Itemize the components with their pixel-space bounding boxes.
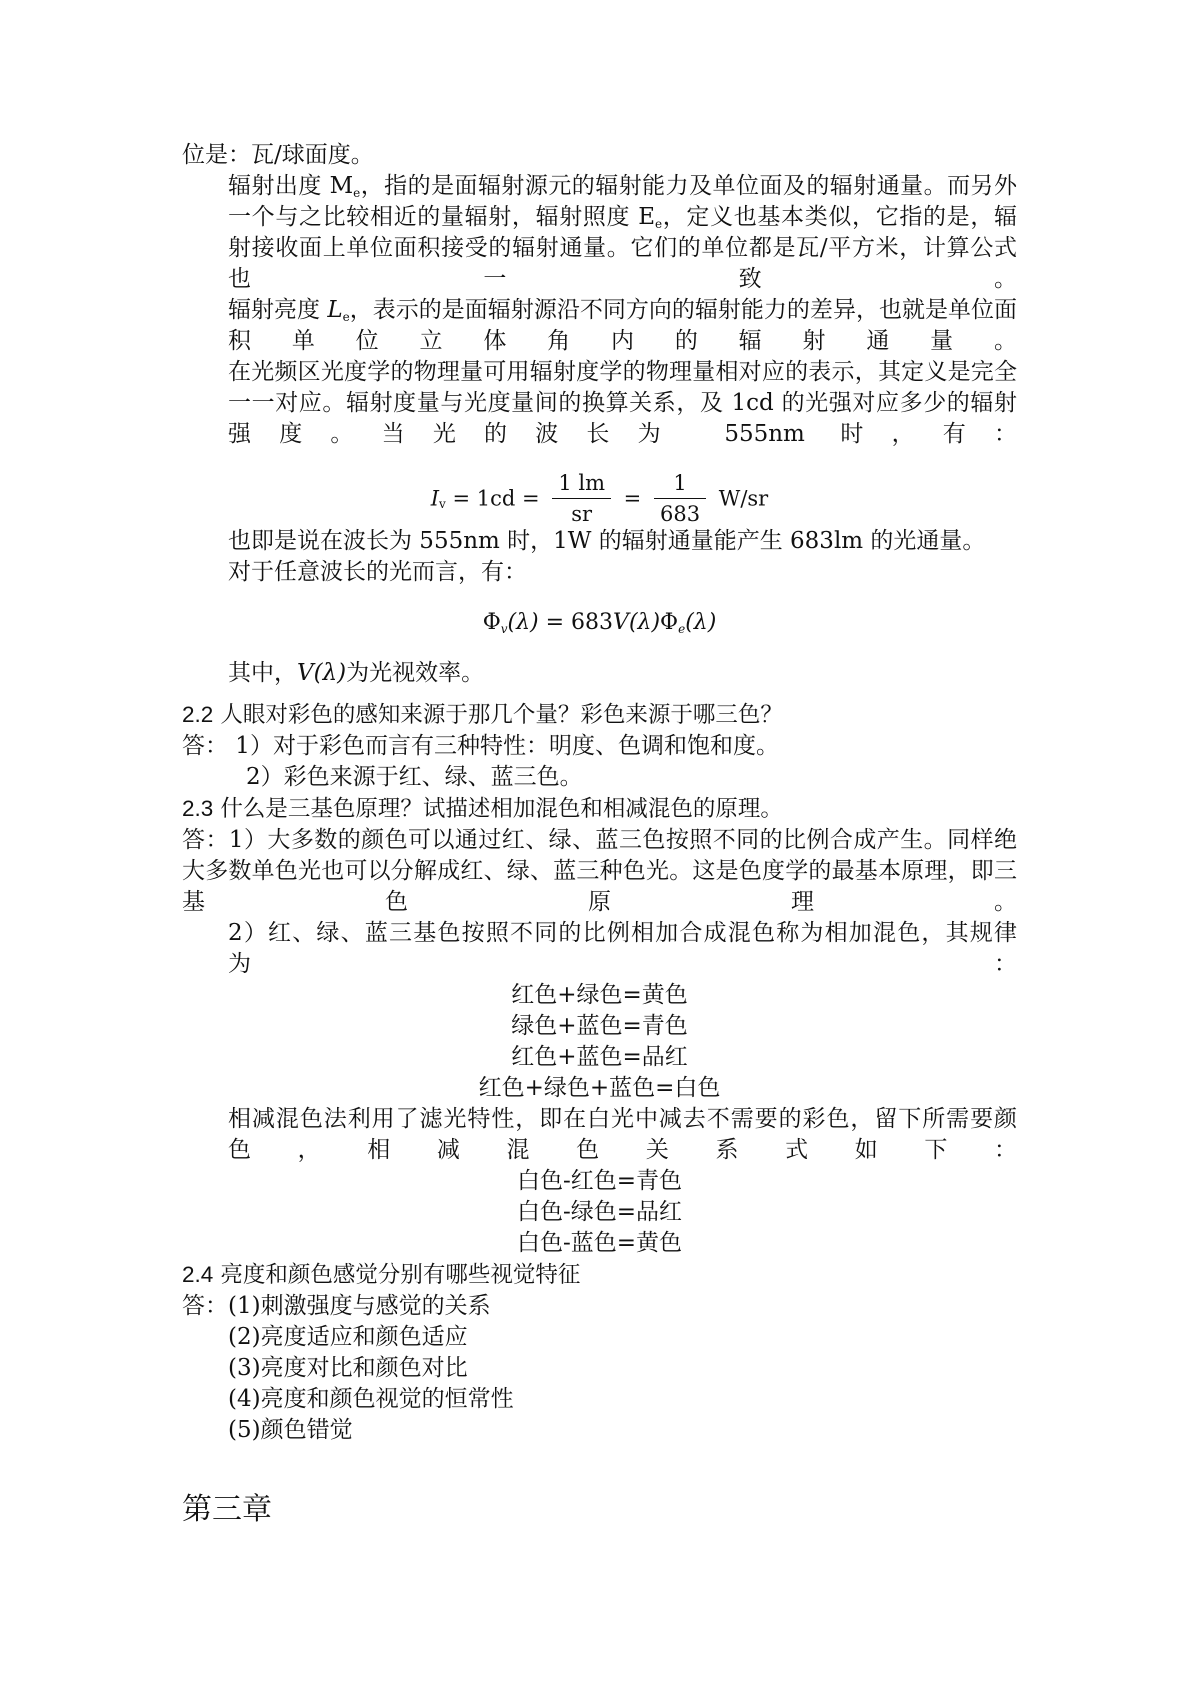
answer-2-4-item: (5)颜色错觉 [228,1417,353,1443]
answer-2-3-part-2: 2）红、绿、蓝三基色按照不同的比例相加合成混色称为相加混色，其规律为： [228,920,1017,977]
subtractive-rule: 白色-红色=青色 [516,1168,683,1194]
fraction-one-over-683: $\frac{1}{683}$ [654,468,706,529]
question-2-3: 2.3 什么是三基色原理？试描述相加混色和相减混色的原理。 [182,796,783,822]
answer-2-4-item: 答：(1)刺激强度与感觉的关系 [182,1293,491,1319]
answer-2-3-part-1: 答：1）大多数的颜色可以通过红、绿、蓝三色按照不同的比例合成产生。同样绝大多数单色光也可以分解成红、绿、蓝三种色光。这是色度学的最基本原理，即三基色原理。 [182,827,1017,915]
paragraph-photometry: 在光频区光度学的物理量可用辐射度学的物理量相对应的表示，其定义是完全一一对应。辐射度量与光度量间的换算关系，及 1cd 的光强对应多少的辐射强度。当光的波长为 555nm 时，有： [228,359,1017,447]
document-page [182,140,1017,1528]
subtractive-rule: 白色-绿色=品红 [516,1199,683,1225]
answer-2-4-item: (3)亮度对比和颜色对比 [228,1355,468,1381]
equation-luminous-intensity: $I_v = 1cd$ = $\frac{1 lm}{sr}$ = $\frac{1}{683}$ W/sr [182,450,1017,526]
paragraph-radiant-exitance: 辐射出度 $M_e$，指的是面辐射源元的辐射能力及单位面及的辐射通量。而另外一个与之比较相近的量辐射，辐射照度 $E_e$，定义也基本类似，它指的是，辐射接收面上单位面积接受的辐射通量。它们的单位都是瓦/平方米，计算公式也一致。 [228,173,1017,292]
answer-2-4-item: (4)亮度和颜色视觉的恒常性 [228,1386,514,1412]
question-2-2: 2.2 人眼对彩色的感知来源于那几个量？彩色来源于哪三色？ [182,702,783,728]
answer-2-4-item: (2)亮度适应和颜色适应 [228,1324,468,1350]
question-2-4: 2.4 亮度和颜色感觉分别有哪些视觉特征 [182,1262,581,1288]
additive-rule: 红色+绿色+蓝色=白色 [478,1075,721,1101]
additive-rule: 绿色+蓝色=青色 [511,1013,688,1039]
additive-rule: 红色+绿色=黄色 [511,982,688,1008]
chapter-heading: 第三章 [182,1492,272,1527]
fraction-lm-per-sr: $\frac{1 lm}{sr}$ [552,468,611,529]
answer-2-3-part-3: 相减混色法利用了滤光特性，即在白光中减去不需要的彩色，留下所需要颜色，相减混色关系式如下： [228,1106,1017,1163]
subtractive-rule: 白色-蓝色=黄色 [516,1230,683,1256]
answer-2-2-line-2: 2）彩色来源于红、绿、蓝三色。 [246,764,583,790]
paragraph-radiance: 辐射亮度 $L_e$，表示的是面辐射源沿不同方向的辐射能力的差异，也就是单位面积单位立体角内的辐射通量。 [228,297,1018,354]
unit-line: 位是：瓦/球面度。 [182,142,374,168]
equation-luminous-flux: $\Phi_v(\lambda) = 683V(\lambda)\Phi_e(\lambda)$ [482,610,717,636]
answer-2-2-line-1: 答： 1）对于彩色而言有三种特性：明度、色调和饱和度。 [182,733,779,759]
paragraph-555nm: 也即是说在波长为 555nm 时，1W 的辐射通量能产生 683lm 的光通量。 [228,528,986,554]
paragraph-luminous-efficiency: 其中，V(λ)为光视效率。 [228,660,485,686]
additive-rule: 红色+蓝色=品红 [511,1044,688,1070]
paragraph-any-wavelength: 对于任意波长的光而言，有： [228,559,527,585]
